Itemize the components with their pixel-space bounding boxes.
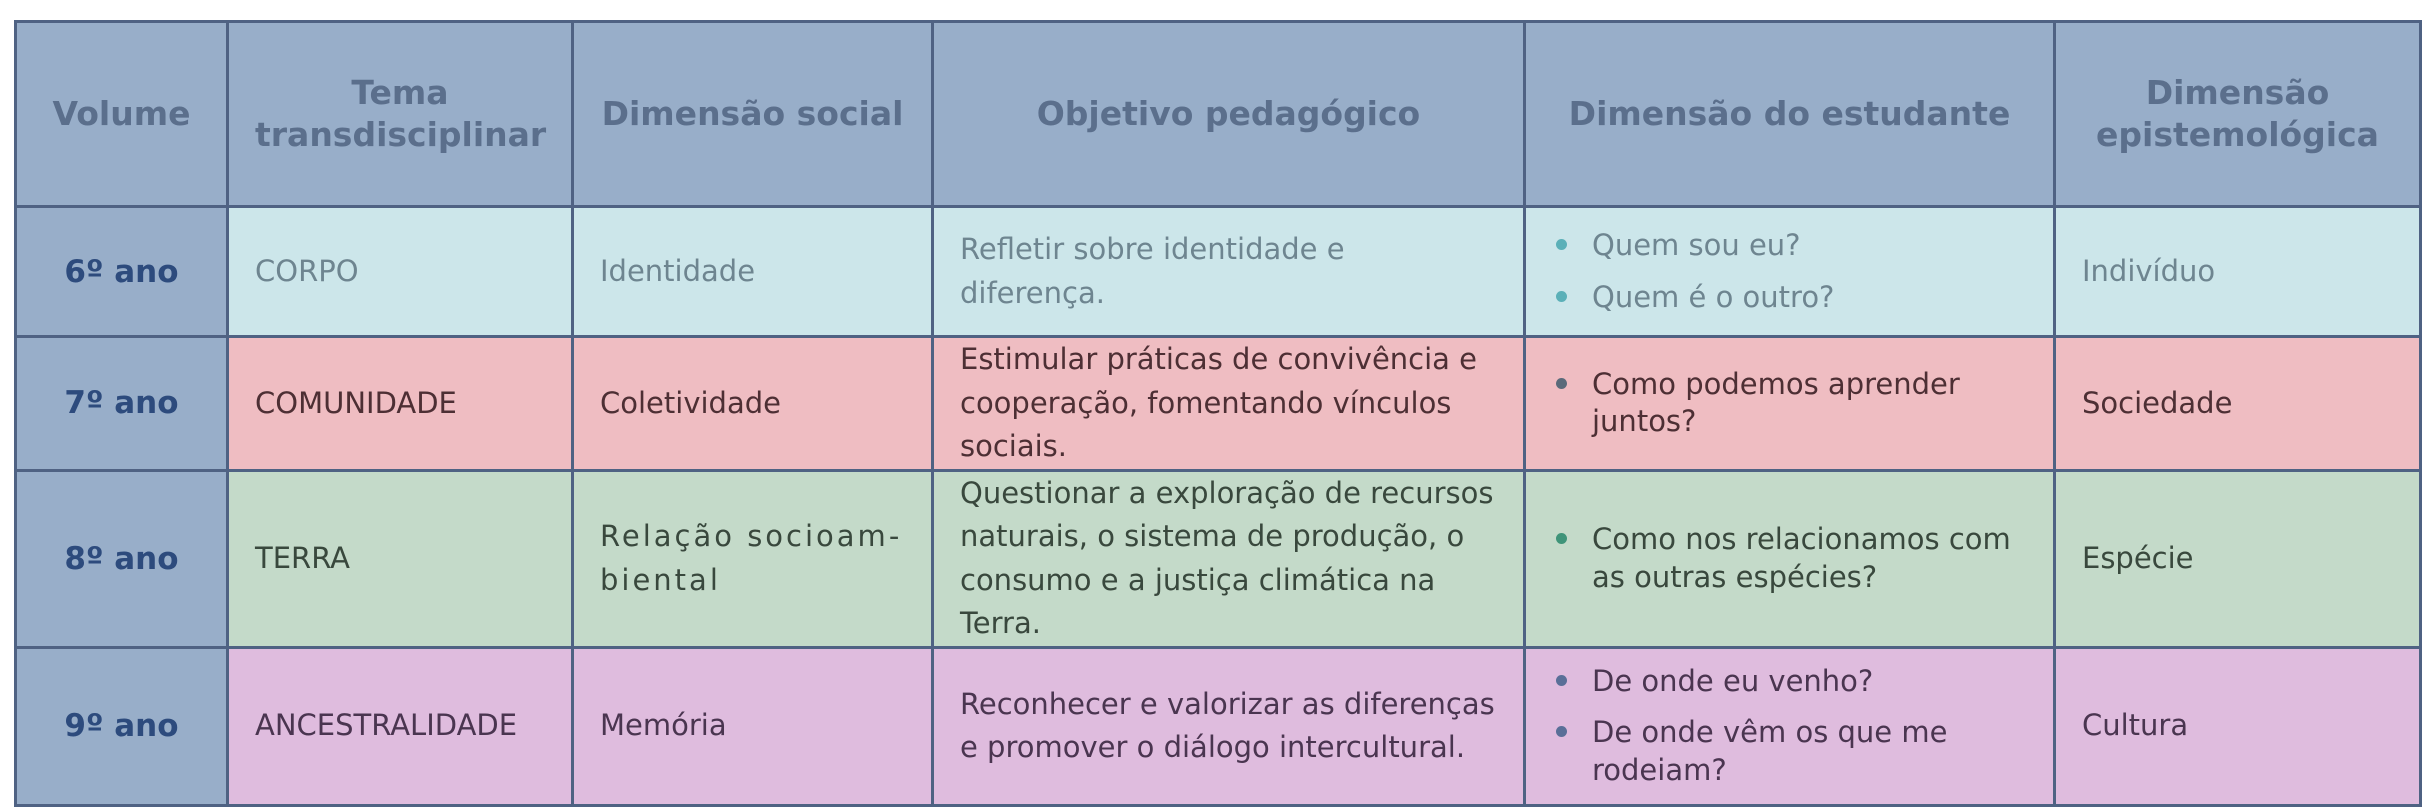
question-list xyxy=(1552,227,2027,316)
question-list xyxy=(1552,366,2027,441)
social-cell: Coletividade xyxy=(573,337,933,471)
header-dimensao-social: Dimensão social xyxy=(573,22,933,207)
header-dimensao-estudante: Dimensão do estudante xyxy=(1525,22,2055,207)
list-item xyxy=(1552,663,2027,701)
objetivo-cell: Questionar a exploração de recursos naturais, o sistema de produção, o consumo e a justiça climática na Terra. xyxy=(933,470,1525,647)
question-text: Quem sou eu? xyxy=(1592,227,1801,262)
epistemologica-cell: Cultura xyxy=(2055,647,2421,805)
epistemologica-cell: Sociedade xyxy=(2055,337,2421,471)
estudante-cell xyxy=(1525,207,2055,337)
epistemologica-cell: Indivíduo xyxy=(2055,207,2421,337)
social-cell: Relação socioambiental xyxy=(573,470,933,647)
header-dimensao-epistemologica: Dimensão epistemológica xyxy=(2055,22,2421,207)
bullet-icon xyxy=(1556,378,1567,389)
question-text: Quem é o outro? xyxy=(1592,279,1835,314)
table-row xyxy=(16,470,2421,647)
list-item xyxy=(1552,714,2027,789)
question-text: De onde eu venho? xyxy=(1592,663,1874,698)
objetivo-cell: Estimular práticas de convivência e cooperação, fomentando vínculos sociais. xyxy=(933,337,1525,471)
tema-cell: CORPO xyxy=(228,207,573,337)
bullet-icon xyxy=(1556,675,1567,686)
curriculum-table xyxy=(14,20,2422,807)
bullet-icon xyxy=(1556,239,1567,250)
tema-cell: COMUNIDADE xyxy=(228,337,573,471)
table-row xyxy=(16,647,2421,805)
tema-cell: ANCESTRALIDADE xyxy=(228,647,573,805)
question-list xyxy=(1552,521,2027,596)
social-cell: Identidade xyxy=(573,207,933,337)
list-item xyxy=(1552,279,2027,317)
question-text: De onde vêm os que me rodeiam? xyxy=(1592,715,1948,787)
question-text: Como nos relacionamos com as outras espécies? xyxy=(1592,521,2011,594)
header-row xyxy=(16,22,2421,207)
volume-cell: 8º ano xyxy=(16,470,228,647)
header-volume: Volume xyxy=(16,22,228,207)
objetivo-cell: Reconhecer e valorizar as diferenças e promover o diálogo intercultural. xyxy=(933,647,1525,805)
bullet-icon xyxy=(1556,533,1567,544)
bullet-icon xyxy=(1556,291,1567,302)
list-item xyxy=(1552,521,2027,596)
list-item xyxy=(1552,227,2027,265)
question-text: Como podemos aprender juntos? xyxy=(1592,366,1960,439)
estudante-cell xyxy=(1525,470,2055,647)
volume-cell: 7º ano xyxy=(16,337,228,471)
tema-cell: TERRA xyxy=(228,470,573,647)
table-row xyxy=(16,337,2421,471)
question-list xyxy=(1552,663,2027,790)
volume-cell: 6º ano xyxy=(16,207,228,337)
estudante-cell xyxy=(1525,337,2055,471)
social-cell: Memória xyxy=(573,647,933,805)
volume-cell: 9º ano xyxy=(16,647,228,805)
header-objetivo-pedagogico: Objetivo pedagógico xyxy=(933,22,1525,207)
bullet-icon xyxy=(1556,726,1567,737)
objetivo-cell: Refletir sobre identidade e diferença. xyxy=(933,207,1525,337)
estudante-cell xyxy=(1525,647,2055,805)
table-row xyxy=(16,207,2421,337)
list-item xyxy=(1552,366,2027,441)
epistemologica-cell: Espécie xyxy=(2055,470,2421,647)
header-tema-transdisciplinar: Tema transdisciplinar xyxy=(228,22,573,207)
